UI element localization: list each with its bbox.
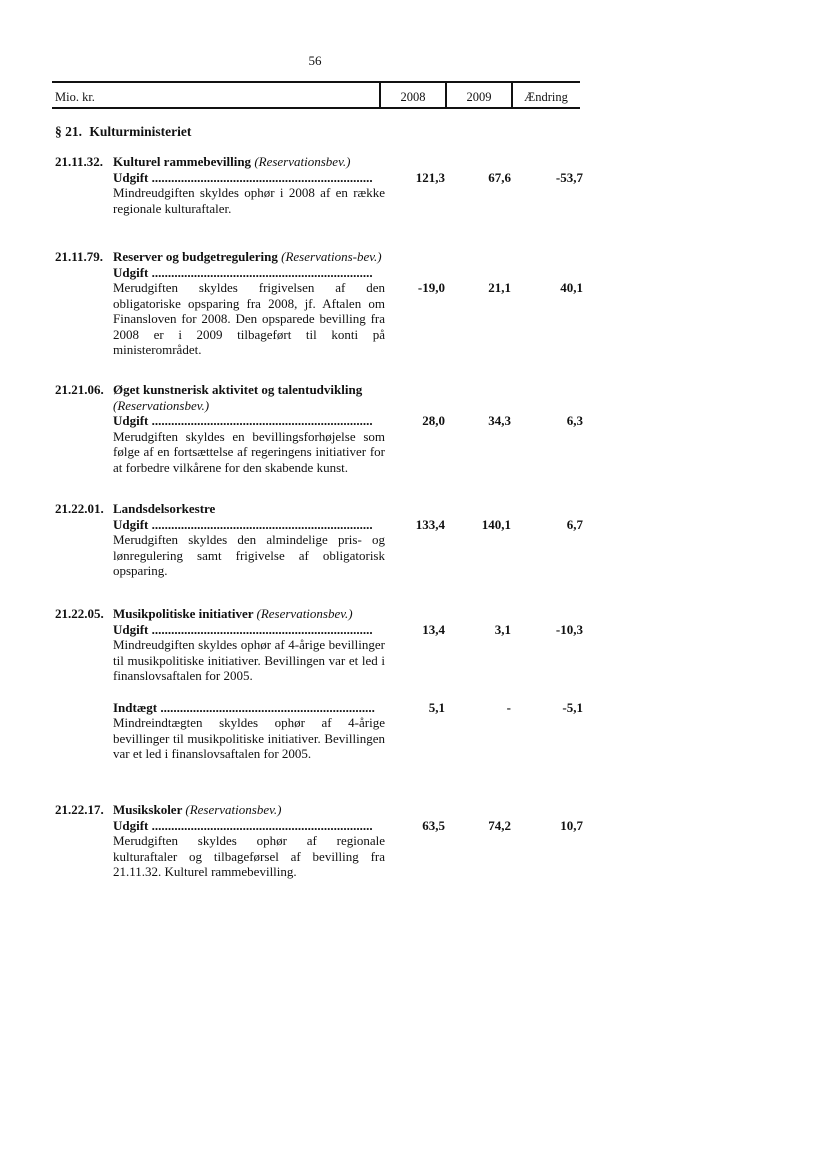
item-description: Merudgiften skyldes den almindelige pris- og lønregulering samt frigivelse af obligatorisk opsparing. xyxy=(113,532,385,578)
value-2009: 74,2 xyxy=(488,818,511,833)
account-code: 21.22.01. xyxy=(55,501,104,516)
account-code: 21.11.32. xyxy=(55,154,104,169)
item-description: Mindreudgiften skyldes ophør af 4-årige bevillinger til musikpolitiske initiativer. Bevillingen var et led i finanslovsaftalen for 2005. xyxy=(113,637,385,683)
value-change: -5,1 xyxy=(562,700,583,715)
entry-title: Landsdelsorkestre xyxy=(113,501,216,516)
entry-title: Reserver og budgetregulering (Reservations-bev.) xyxy=(113,249,382,264)
value-2009: - xyxy=(506,700,511,715)
value-2008: 133,4 xyxy=(415,517,445,532)
item-label: Udgift .................................................................... xyxy=(113,817,373,833)
entry-title: Kulturel rammebevilling (Reservationsbev.) xyxy=(113,154,351,169)
value-2009: 140,1 xyxy=(481,517,511,532)
table-bottom-rule xyxy=(52,107,580,109)
value-2009: 67,6 xyxy=(488,170,511,185)
account-code: 21.21.06. xyxy=(55,382,104,397)
value-2008: -19,0 xyxy=(417,280,445,295)
value-2008: 121,3 xyxy=(415,170,445,185)
value-change: 6,7 xyxy=(566,517,583,532)
entry-title: Musikpolitiske initiativer (Reservationsbev.) xyxy=(113,606,353,621)
item-label: Udgift .................................................................... xyxy=(113,169,373,185)
value-2009: 21,1 xyxy=(488,280,511,295)
account-code: 21.22.17. xyxy=(55,802,104,817)
value-2008: 13,4 xyxy=(422,622,445,637)
value-2008: 28,0 xyxy=(422,413,445,428)
section-heading xyxy=(55,124,191,140)
account-code: 21.22.05. xyxy=(55,606,104,621)
table-top-rule xyxy=(52,81,580,83)
section-number: § 21. xyxy=(55,124,82,139)
item-description: Merudgiften skyldes ophør af regionale kulturaftaler og tilbageførsel af bevilling fra 21.11.32. Kulturel rammebevilling. xyxy=(113,833,385,879)
page-number: 56 xyxy=(308,53,322,68)
value-2009: 34,3 xyxy=(488,413,511,428)
column-header-change: Ændring xyxy=(524,90,568,104)
value-change: -10,3 xyxy=(555,622,583,637)
entry-title: Musikskoler (Reservationsbev.) xyxy=(113,802,282,817)
item-label: Udgift .................................................................... xyxy=(113,516,373,532)
account-code: 21.11.79. xyxy=(55,249,104,264)
section-title: Kulturministeriet xyxy=(89,124,192,139)
item-description: Merudgiften skyldes frigivelsen af den obligatoriske opsparing fra 2008, jf. Aftalen om Finansloven for 2008. Den opsparede bevilling fra 2008 er i 2009 tilbageført til konti på ministerområdet. xyxy=(113,280,385,357)
value-2008: 5,1 xyxy=(428,700,445,715)
item-label: Indtægt .................................................................. xyxy=(113,699,375,715)
item-description: Mindreudgiften skyldes ophør i 2008 af en række regionale kulturaftaler. xyxy=(113,185,385,216)
item-description: Merudgiften skyldes en bevillingsforhøjelse som følge af en fortsættelse af regeringens initiativer for at forbedre vilkårene for den skabende kunst. xyxy=(113,428,385,475)
value-2009: 3,1 xyxy=(494,622,511,637)
value-change: -53,7 xyxy=(555,170,583,185)
item-label: Udgift .................................................................... xyxy=(113,264,373,280)
value-change: 10,7 xyxy=(560,818,583,833)
column-header-2009: 2009 xyxy=(466,90,492,104)
item-label: Udgift .................................................................... xyxy=(113,413,373,428)
column-header-2008: 2008 xyxy=(400,90,426,104)
value-change: 6,3 xyxy=(566,413,583,428)
unit-header: Mio. kr. xyxy=(55,90,95,104)
entry-title: Øget kunstnerisk aktivitet og talentudvikling (Reservationsbev.) xyxy=(113,382,363,413)
value-change: 40,1 xyxy=(560,280,583,295)
item-description: Mindreindtægten skyldes ophør af 4-årige bevillinger til musikpolitiske initiativer. Bevillingen var et led i finanslovsaftalen for 2005. xyxy=(113,715,385,761)
value-2008: 63,5 xyxy=(422,818,445,833)
item-label: Udgift .................................................................... xyxy=(113,621,373,637)
